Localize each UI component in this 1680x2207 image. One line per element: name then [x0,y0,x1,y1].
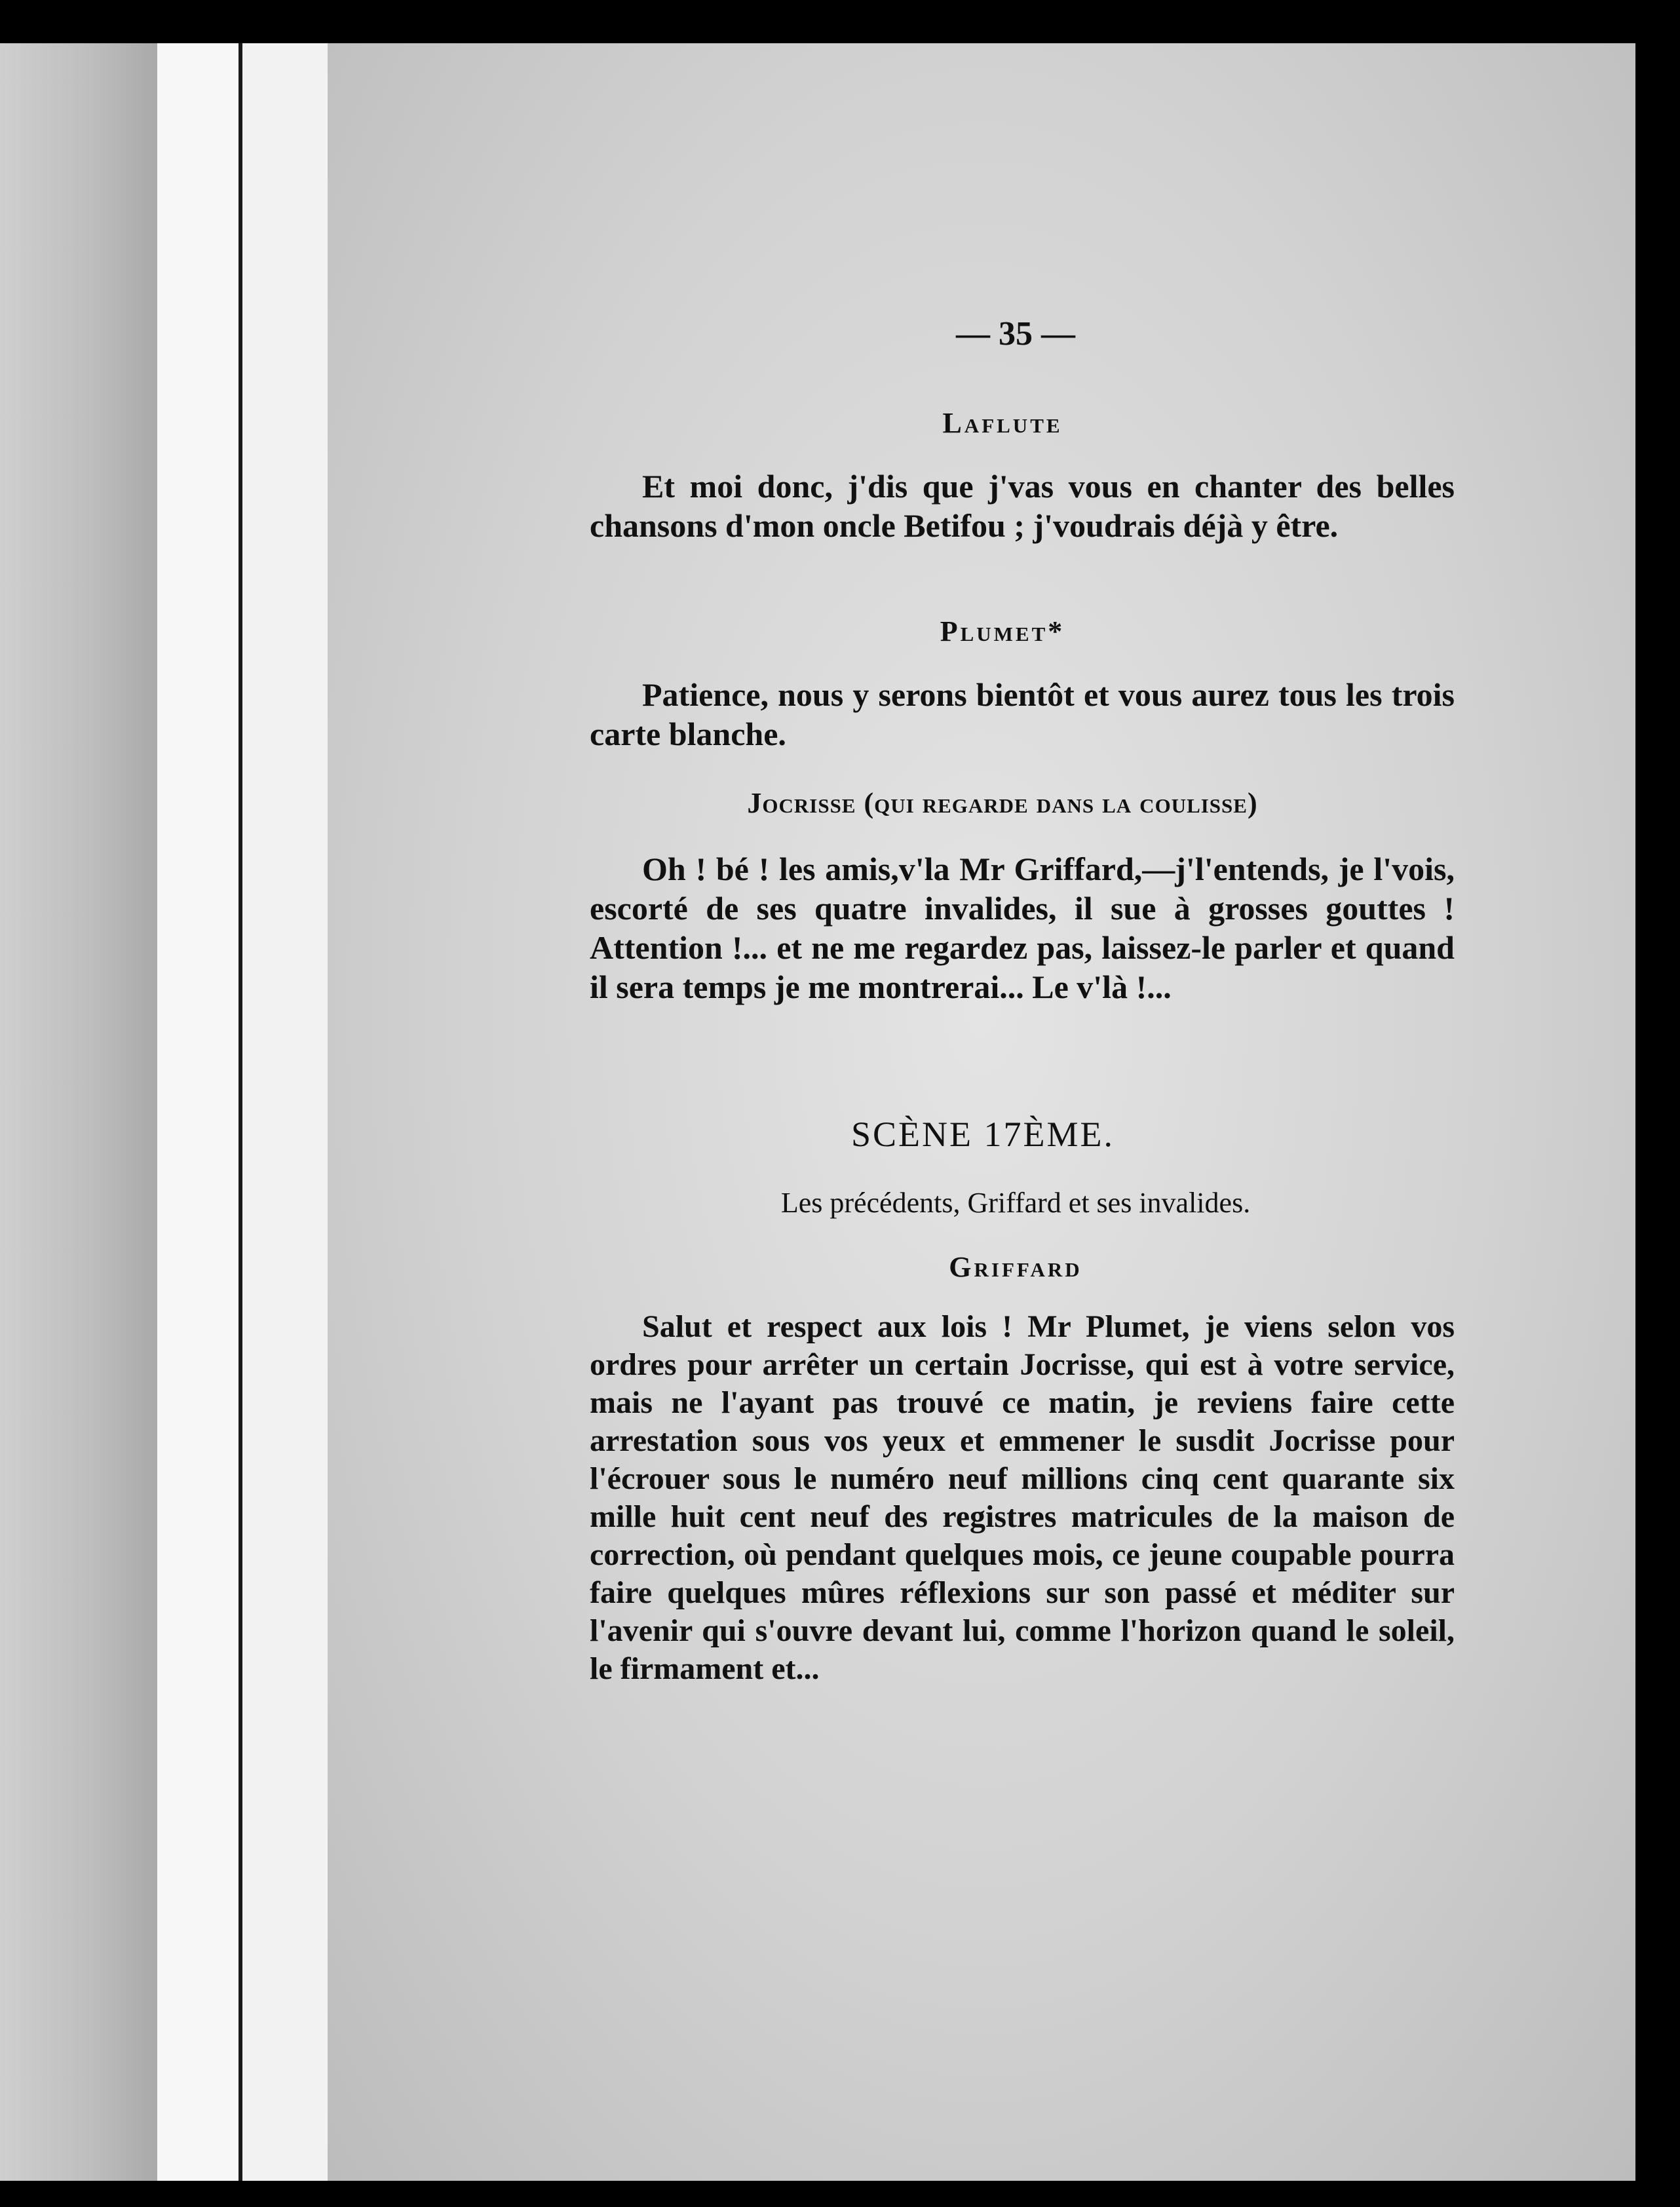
dialogue-laflute: Et moi donc, j'dis que j'vas vous en chanter des belles chansons d'mon oncle Betifou ; j'voudrais déjà y être. [590,468,1455,544]
speaker-jocrisse: Jocrisse (qui regarde dans la coulisse) [747,787,1258,819]
inner-margin-strip [242,43,328,2181]
dialogue-griffard-last-line: quand le soleil, le firmament et... [590,1613,1455,1686]
speaker-griffard: Griffard [949,1251,1082,1283]
dialogue-griffard [590,1308,1455,1688]
facing-page-edge [0,43,157,2181]
speaker-laflute: Laflute [942,407,1063,439]
page-margin-strip [157,43,239,2181]
scan-bottom-border [0,2181,1680,2207]
speaker-plumet: Plumet* [940,615,1065,647]
page-number: — 35 — [956,315,1075,353]
dialogue-jocrisse: Oh ! bé ! les amis,v'la Mr Griffard,—j'l'entends, je l'vois, escorté de ses quatre invalides, il sue à grosses gouttes ! Attention !... et ne me regardez pas, laissez-le parler et quand il sera temps je me montrerai... Le v'là !... [590,851,1455,1005]
scan-top-border [0,0,1680,43]
scan-right-border [1635,43,1680,2181]
scene-characters: Les précédents, Griffard et ses invalides. [780,1187,1251,1219]
book-page [328,43,1635,2181]
scene-title: SCÈNE 17ÈME. [850,1115,1115,1154]
dialogue-plumet: Patience, nous y serons bientôt et vous aurez tous les trois carte blanche. [590,676,1455,752]
dialogue-griffard-body: Salut et respect aux lois ! Mr Plumet, je viens selon vos ordres pour arrêter un certain Jocrisse, qui est à votre service, mais ne l'ayant pas trouvé ce matin, je reviens faire cette arrestation sous vos yeux et emmener le susdit Jocrisse pour l'écrouer sous le numéro neuf millions cinq cent quarante six mille huit cent neuf des registres matricules de la maison de correction, où pendant quelques mois, ce jeune coupable pourra faire quelques mûres réflexions sur son passé et méditer sur l'avenir qui s'ouvre devant lui, comme l'horizon [590,1309,1455,1648]
